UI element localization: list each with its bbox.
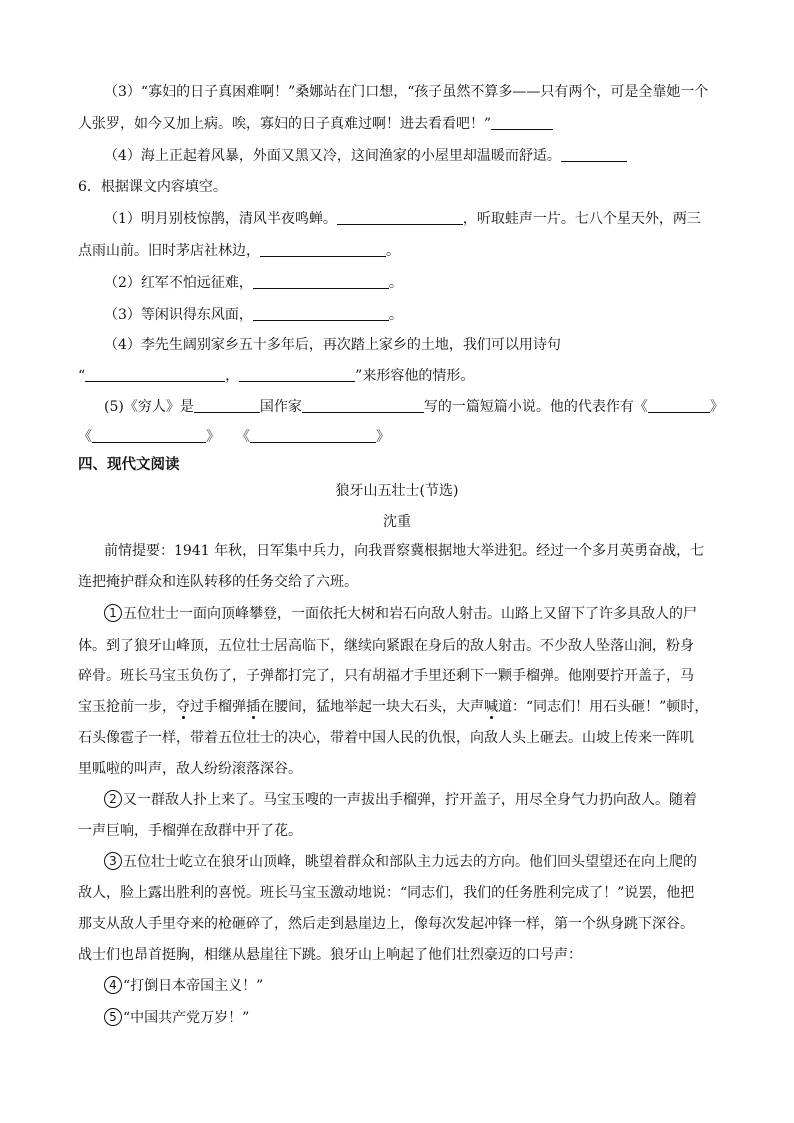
ex5-q4	[104, 146, 627, 166]
intro-line1: 前情提要：1941 年秋，日军集中兵力，向我晋察冀根据地大举进犯。经过一个多月英勇奋战，七	[104, 543, 705, 559]
ex6-q5-text-d: 》	[709, 399, 724, 415]
ex6-q4-close: ”来形容他的情形。	[355, 368, 475, 384]
p1-text-d: 道：“同志们！用石头砸！”顿时，	[498, 699, 709, 715]
ex6-q3-end: 。	[388, 307, 403, 323]
ex6-q4-open-quote: “	[78, 368, 86, 384]
p1-text-a: 宝玉抢前一步，	[78, 699, 176, 715]
paragraph-2-text: 又一群敌人扑上来了。马宝玉嗖的一声拔出手榴弹，拧开盖子，用尽全身气力扔向敌人。随着	[123, 792, 697, 808]
ex6-q1-end: 。	[386, 243, 400, 259]
ex6-q5-line1	[104, 397, 724, 417]
paragraph-number: 4	[104, 976, 122, 994]
paragraph-5	[104, 1008, 249, 1028]
ex6-q1-line1	[104, 209, 701, 229]
ex6-q1-line2	[78, 241, 400, 261]
paragraph-1-line5: 石头像雹子一样，带着五位壮士的决心，带着中国人民的仇恨，向敌人头上砸去。山坡上传来一阵叽	[78, 730, 694, 746]
paragraph-1-line3: 碎骨。班长马宝玉负伤了，子弹都打完了，只有胡福才手里还剩下一颗手榴弹。他刚要拧开盖子，马	[78, 668, 694, 684]
ex6-q4-comma: ，	[225, 368, 240, 384]
paragraph-3-text: 五位壮士屹立在狼牙山顶峰，眺望着群众和部队主力远去的方向。他们回头望望还在向上爬的	[123, 854, 697, 870]
answer-blank[interactable]	[92, 427, 206, 443]
ex6-q5-text-b: 国作家	[259, 399, 302, 415]
ex6-q5-text-g: 《	[236, 429, 250, 445]
paragraph-2-line1	[104, 790, 697, 810]
ex6-q3	[104, 305, 403, 325]
emphasis-char: 喊	[484, 699, 498, 715]
p1-text-c: 在腰间，猛地举起一块大石头，大声	[260, 699, 484, 715]
paragraph-1-line6: 里呱啦的叫声，敌人纷纷滚落深谷。	[78, 761, 302, 777]
answer-blank[interactable]	[491, 114, 553, 130]
ex6-q4-line1: （4）李先生阔别家乡五十多年后，再次踏上家乡的土地，我们可以用诗句	[104, 337, 561, 353]
answer-blank[interactable]	[239, 366, 355, 382]
ex5-q3-line1: （3）“寡妇的日子真困难啊！”桑娜站在门口想，“孩子虽然不算多——只有两个，可是全靠她一个	[104, 84, 709, 100]
ex6-q5-text-h: 》	[376, 429, 390, 445]
ex6-q2-text: （2）红军不怕远征难，	[104, 275, 253, 291]
ex6-q1-text-b: ，听取蛙声一片。七八个星天外，两三	[462, 211, 701, 227]
ex6-q5-text-a: (5)《穷人》是	[104, 399, 194, 415]
paragraph-4-text: “打倒日本帝国主义！”	[123, 978, 264, 994]
paragraph-3-line1	[104, 852, 697, 872]
ex6-q5-text-e: 《	[78, 429, 92, 445]
paragraph-1-text: 五位壮士一面向顶峰攀登，一面依托大树和岩石向敌人射击。山路上又留下了许多具敌人的尸	[123, 606, 697, 622]
section-heading: 四、现代文阅读	[78, 457, 180, 473]
answer-blank[interactable]	[85, 366, 225, 382]
paragraph-number: 1	[104, 604, 122, 622]
paragraph-3-line3: 那支从敌人手里夺来的枪砸碎了，然后走到悬崖边上，像每次发起冲锋一样，第一个纵身跳下深谷。	[78, 916, 694, 932]
intro-line2: 连把掩护群众和连队转移的任务交给了六班。	[78, 574, 358, 590]
paragraph-3-line2: 敌人，脸上露出胜利的喜悦。班长马宝玉激动地说：“同志们，我们的任务胜利完成了！”说罢，他把	[78, 885, 695, 901]
paragraph-5-text: “中国共产党万岁！”	[123, 1010, 250, 1026]
emphasis-char: 夺	[176, 699, 190, 715]
paragraph-number: 2	[104, 790, 122, 808]
ex6-title: 6．根据课文内容填空。	[78, 179, 227, 195]
emphasis-char: 插	[246, 699, 260, 715]
answer-blank[interactable]	[561, 146, 627, 162]
paragraph-4	[104, 976, 263, 996]
ex6-q3-text: （3）等闲识得东风面，	[104, 307, 253, 323]
paragraph-1-line4	[78, 697, 708, 717]
ex6-q4-line2	[78, 366, 474, 386]
ex5-q3-text: 人张罗，如今又加上病。唉，寡妇的日子真难过啊！进去看看吧！”	[78, 116, 492, 132]
article-title: 狼牙山五壮士(节选)	[335, 483, 459, 499]
ex6-q2	[104, 273, 403, 293]
paragraph-1-line1	[104, 604, 697, 624]
ex5-q4-text: （4）海上正起着风暴，外面又黑又冷，这间渔家的小屋里却温暖而舒适。	[104, 148, 561, 164]
ex6-q5-text-f: 》	[206, 429, 220, 445]
ex6-q5-text-c: 写的一篇短篇小说。他的代表作有《	[423, 399, 648, 415]
ex6-q1-text-c: 点雨山前。旧时茅店社林边，	[78, 243, 260, 259]
answer-blank[interactable]	[260, 241, 386, 257]
paragraph-number: 5	[104, 1008, 122, 1026]
paragraph-3-line4: 战士们也昂首挺胸，相继从悬崖往下跳。狼牙山上响起了他们壮烈豪迈的口号声：	[78, 947, 582, 963]
p1-text-b: 过手榴弹	[190, 699, 246, 715]
article-author: 沈重	[383, 514, 411, 530]
answer-blank[interactable]	[302, 397, 424, 413]
ex6-q5-line2	[78, 427, 390, 447]
ex6-q2-end: 。	[388, 275, 403, 291]
paragraph-2-line2: 一声巨响，手榴弹在敌群中开了花。	[78, 823, 302, 839]
answer-blank[interactable]	[648, 397, 710, 413]
ex6-q1-text-a: （1）明月别枝惊鹊，清风半夜鸣蝉。	[104, 211, 337, 227]
ex5-q3-line2	[78, 114, 553, 134]
answer-blank[interactable]	[194, 397, 260, 413]
answer-blank[interactable]	[253, 273, 389, 289]
answer-blank[interactable]	[253, 305, 389, 321]
paragraph-number: 3	[104, 852, 122, 870]
answer-blank[interactable]	[250, 427, 376, 443]
answer-blank[interactable]	[337, 209, 463, 225]
paragraph-1-line2: 体。到了狼牙山峰顶，五位壮士居高临下，继续向紧跟在身后的敌人射击。不少敌人坠落山涧，粉身	[78, 638, 694, 654]
